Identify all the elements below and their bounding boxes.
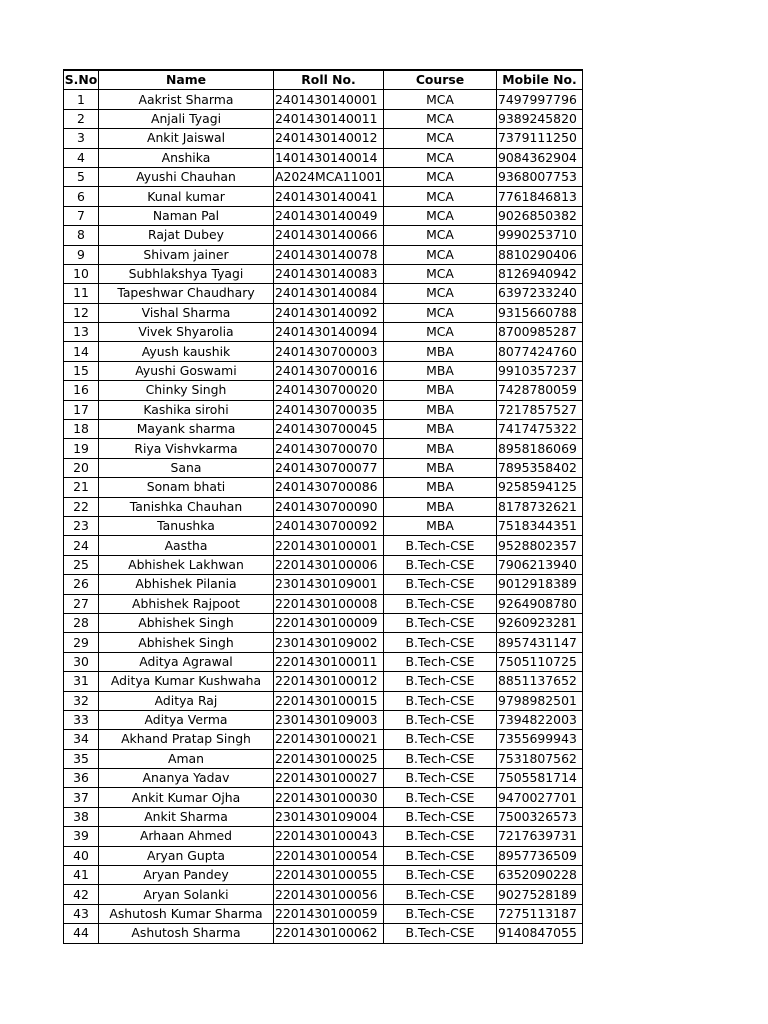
table-row [64, 788, 583, 807]
cell-roll-no: 2401430140084 [274, 284, 384, 303]
cell-sno: 42 [64, 885, 99, 904]
cell-course: MCA [384, 226, 497, 245]
cell-mobile-no: 7417475322 [497, 420, 583, 439]
cell-roll-no: 2201430100059 [274, 904, 384, 923]
table-row [64, 633, 583, 652]
table-row [64, 749, 583, 768]
cell-mobile-no: 8178732621 [497, 497, 583, 516]
cell-mobile-no: 8810290406 [497, 245, 583, 264]
cell-mobile-no: 7355699943 [497, 730, 583, 749]
cell-roll-no: 2201430100062 [274, 924, 384, 943]
cell-name: Naman Pal [99, 206, 274, 225]
header-roll-no: Roll No. [274, 70, 384, 90]
cell-course: MCA [384, 284, 497, 303]
cell-roll-no: 2401430140049 [274, 206, 384, 225]
cell-roll-no: 2401430140092 [274, 303, 384, 322]
cell-roll-no: A2024MCA11001 [274, 167, 384, 186]
cell-mobile-no: 6352090228 [497, 866, 583, 885]
cell-sno: 32 [64, 691, 99, 710]
cell-name: Ankit Kumar Ojha [99, 788, 274, 807]
table-body [64, 90, 583, 943]
cell-sno: 10 [64, 264, 99, 283]
cell-roll-no: 2401430700086 [274, 478, 384, 497]
cell-course: MCA [384, 187, 497, 206]
table-row [64, 730, 583, 749]
cell-mobile-no: 8077424760 [497, 342, 583, 361]
cell-sno: 14 [64, 342, 99, 361]
cell-course: B.Tech-CSE [384, 769, 497, 788]
cell-sno: 2 [64, 109, 99, 128]
cell-sno: 5 [64, 167, 99, 186]
cell-sno: 3 [64, 129, 99, 148]
header-mobile-no: Mobile No. [497, 70, 583, 90]
cell-course: MCA [384, 90, 497, 109]
cell-mobile-no: 9990253710 [497, 226, 583, 245]
cell-roll-no: 2401430700077 [274, 458, 384, 477]
table-row [64, 381, 583, 400]
cell-mobile-no: 7394822003 [497, 710, 583, 729]
cell-roll-no: 2401430140083 [274, 264, 384, 283]
cell-name: Abhishek Singh [99, 613, 274, 632]
cell-name: Mayank sharma [99, 420, 274, 439]
cell-sno: 15 [64, 361, 99, 380]
cell-name: Aditya Agrawal [99, 652, 274, 671]
cell-roll-no: 2401430140041 [274, 187, 384, 206]
cell-mobile-no: 7500326573 [497, 807, 583, 826]
cell-name: Aryan Solanki [99, 885, 274, 904]
header-sno: S.No [64, 70, 99, 90]
cell-sno: 17 [64, 400, 99, 419]
table-row [64, 129, 583, 148]
cell-sno: 12 [64, 303, 99, 322]
cell-sno: 36 [64, 769, 99, 788]
student-list-sheet [63, 69, 583, 944]
header-name: Name [99, 70, 274, 90]
cell-sno: 43 [64, 904, 99, 923]
table-row [64, 420, 583, 439]
cell-course: MCA [384, 167, 497, 186]
cell-mobile-no: 8958186069 [497, 439, 583, 458]
table-row [64, 206, 583, 225]
cell-roll-no: 2301430109004 [274, 807, 384, 826]
cell-course: MCA [384, 245, 497, 264]
cell-roll-no: 2201430100011 [274, 652, 384, 671]
table-row [64, 167, 583, 186]
table-row [64, 439, 583, 458]
table-row [64, 497, 583, 516]
cell-roll-no: 2201430100021 [274, 730, 384, 749]
table-row [64, 807, 583, 826]
cell-course: MCA [384, 264, 497, 283]
cell-mobile-no: 7518344351 [497, 516, 583, 535]
table-row [64, 924, 583, 943]
cell-sno: 44 [64, 924, 99, 943]
cell-sno: 35 [64, 749, 99, 768]
cell-name: Abhishek Rajpoot [99, 594, 274, 613]
cell-name: Aryan Gupta [99, 846, 274, 865]
table-row [64, 846, 583, 865]
cell-course: B.Tech-CSE [384, 652, 497, 671]
cell-name: Ashutosh Sharma [99, 924, 274, 943]
cell-name: Aakrist Sharma [99, 90, 274, 109]
cell-mobile-no: 7428780059 [497, 381, 583, 400]
cell-name: Ankit Sharma [99, 807, 274, 826]
table-row [64, 90, 583, 109]
cell-roll-no: 2301430109002 [274, 633, 384, 652]
cell-sno: 20 [64, 458, 99, 477]
cell-sno: 13 [64, 323, 99, 342]
cell-roll-no: 1401430140014 [274, 148, 384, 167]
cell-mobile-no: 7217639731 [497, 827, 583, 846]
cell-mobile-no: 9260923281 [497, 613, 583, 632]
table-row [64, 516, 583, 535]
cell-roll-no: 2401430700090 [274, 497, 384, 516]
cell-course: MBA [384, 342, 497, 361]
cell-course: MCA [384, 206, 497, 225]
cell-name: Ayush kaushik [99, 342, 274, 361]
cell-mobile-no: 9140847055 [497, 924, 583, 943]
cell-mobile-no: 9368007753 [497, 167, 583, 186]
cell-mobile-no: 9315660788 [497, 303, 583, 322]
cell-course: B.Tech-CSE [384, 924, 497, 943]
cell-name: Subhlakshya Tyagi [99, 264, 274, 283]
cell-course: B.Tech-CSE [384, 749, 497, 768]
cell-mobile-no: 8126940942 [497, 264, 583, 283]
cell-course: MBA [384, 497, 497, 516]
cell-mobile-no: 9528802357 [497, 536, 583, 555]
table-row [64, 245, 583, 264]
cell-sno: 37 [64, 788, 99, 807]
cell-name: Tanushka [99, 516, 274, 535]
cell-mobile-no: 9084362904 [497, 148, 583, 167]
cell-course: B.Tech-CSE [384, 672, 497, 691]
table-row [64, 594, 583, 613]
cell-roll-no: 2401430700020 [274, 381, 384, 400]
cell-roll-no: 2201430100006 [274, 555, 384, 574]
cell-roll-no: 2201430100009 [274, 613, 384, 632]
cell-name: Tapeshwar Chaudhary [99, 284, 274, 303]
cell-course: MCA [384, 109, 497, 128]
cell-roll-no: 2201430100055 [274, 866, 384, 885]
cell-roll-no: 2301430109003 [274, 710, 384, 729]
cell-mobile-no: 7531807562 [497, 749, 583, 768]
cell-mobile-no: 7275113187 [497, 904, 583, 923]
cell-sno: 9 [64, 245, 99, 264]
cell-roll-no: 2301430109001 [274, 575, 384, 594]
cell-roll-no: 2401430700035 [274, 400, 384, 419]
cell-course: MBA [384, 439, 497, 458]
table-header-row [64, 70, 583, 90]
cell-course: B.Tech-CSE [384, 846, 497, 865]
cell-course: B.Tech-CSE [384, 885, 497, 904]
table-row [64, 342, 583, 361]
cell-sno: 8 [64, 226, 99, 245]
cell-course: MCA [384, 323, 497, 342]
cell-roll-no: 2401430140078 [274, 245, 384, 264]
cell-name: Anshika [99, 148, 274, 167]
table-row [64, 284, 583, 303]
cell-name: Aditya Kumar Kushwaha [99, 672, 274, 691]
cell-course: MBA [384, 458, 497, 477]
cell-mobile-no: 7906213940 [497, 555, 583, 574]
table-row [64, 400, 583, 419]
cell-sno: 27 [64, 594, 99, 613]
cell-course: MBA [384, 516, 497, 535]
table-row [64, 148, 583, 167]
cell-roll-no: 2201430100025 [274, 749, 384, 768]
cell-name: Sonam bhati [99, 478, 274, 497]
cell-mobile-no: 9910357237 [497, 361, 583, 380]
cell-sno: 28 [64, 613, 99, 632]
cell-roll-no: 2401430700070 [274, 439, 384, 458]
table-row [64, 264, 583, 283]
cell-roll-no: 2201430100027 [274, 769, 384, 788]
cell-mobile-no: 6397233240 [497, 284, 583, 303]
cell-mobile-no: 9264908780 [497, 594, 583, 613]
table-row [64, 226, 583, 245]
table-row [64, 904, 583, 923]
table-row [64, 885, 583, 904]
cell-name: Ankit Jaiswal [99, 129, 274, 148]
cell-name: Ayushi Goswami [99, 361, 274, 380]
cell-name: Ananya Yadav [99, 769, 274, 788]
cell-sno: 23 [64, 516, 99, 535]
cell-course: B.Tech-CSE [384, 827, 497, 846]
cell-sno: 18 [64, 420, 99, 439]
cell-name: Arhaan Ahmed [99, 827, 274, 846]
cell-name: Vivek Shyarolia [99, 323, 274, 342]
cell-sno: 4 [64, 148, 99, 167]
table-row [64, 458, 583, 477]
cell-roll-no: 2401430700092 [274, 516, 384, 535]
cell-course: B.Tech-CSE [384, 594, 497, 613]
cell-sno: 1 [64, 90, 99, 109]
cell-name: Ayushi Chauhan [99, 167, 274, 186]
cell-course: MBA [384, 400, 497, 419]
table-row [64, 555, 583, 574]
cell-roll-no: 2401430700003 [274, 342, 384, 361]
cell-mobile-no: 8957431147 [497, 633, 583, 652]
header-course: Course [384, 70, 497, 90]
cell-sno: 34 [64, 730, 99, 749]
cell-mobile-no: 9258594125 [497, 478, 583, 497]
cell-sno: 7 [64, 206, 99, 225]
cell-course: MCA [384, 303, 497, 322]
cell-course: B.Tech-CSE [384, 866, 497, 885]
cell-sno: 41 [64, 866, 99, 885]
cell-sno: 22 [64, 497, 99, 516]
cell-sno: 6 [64, 187, 99, 206]
cell-course: B.Tech-CSE [384, 555, 497, 574]
cell-mobile-no: 7761846813 [497, 187, 583, 206]
table-row [64, 866, 583, 885]
table-row [64, 691, 583, 710]
cell-course: B.Tech-CSE [384, 613, 497, 632]
student-table [63, 69, 583, 944]
cell-mobile-no: 9026850382 [497, 206, 583, 225]
cell-roll-no: 2401430140011 [274, 109, 384, 128]
cell-name: Aastha [99, 536, 274, 555]
table-row [64, 361, 583, 380]
cell-course: B.Tech-CSE [384, 633, 497, 652]
cell-sno: 21 [64, 478, 99, 497]
table-row [64, 652, 583, 671]
table-row [64, 769, 583, 788]
table-row [64, 303, 583, 322]
cell-course: B.Tech-CSE [384, 710, 497, 729]
cell-sno: 31 [64, 672, 99, 691]
cell-name: Aditya Raj [99, 691, 274, 710]
cell-course: B.Tech-CSE [384, 691, 497, 710]
cell-sno: 30 [64, 652, 99, 671]
cell-mobile-no: 7497997796 [497, 90, 583, 109]
cell-mobile-no: 8851137652 [497, 672, 583, 691]
cell-mobile-no: 7379111250 [497, 129, 583, 148]
cell-mobile-no: 9798982501 [497, 691, 583, 710]
cell-name: Aditya Verma [99, 710, 274, 729]
cell-sno: 33 [64, 710, 99, 729]
cell-sno: 38 [64, 807, 99, 826]
table-row [64, 536, 583, 555]
cell-name: Chinky Singh [99, 381, 274, 400]
cell-mobile-no: 7505581714 [497, 769, 583, 788]
cell-mobile-no: 9389245820 [497, 109, 583, 128]
cell-mobile-no: 8957736509 [497, 846, 583, 865]
cell-mobile-no: 9027528189 [497, 885, 583, 904]
cell-course: B.Tech-CSE [384, 575, 497, 594]
cell-name: Akhand Pratap Singh [99, 730, 274, 749]
cell-sno: 25 [64, 555, 99, 574]
cell-sno: 40 [64, 846, 99, 865]
cell-roll-no: 2401430700016 [274, 361, 384, 380]
cell-course: B.Tech-CSE [384, 536, 497, 555]
cell-sno: 26 [64, 575, 99, 594]
cell-name: Aman [99, 749, 274, 768]
cell-name: Anjali Tyagi [99, 109, 274, 128]
cell-name: Abhishek Lakhwan [99, 555, 274, 574]
cell-mobile-no: 7505110725 [497, 652, 583, 671]
cell-roll-no: 2401430700045 [274, 420, 384, 439]
cell-course: B.Tech-CSE [384, 788, 497, 807]
cell-roll-no: 2201430100001 [274, 536, 384, 555]
cell-name: Abhishek Pilania [99, 575, 274, 594]
cell-sno: 19 [64, 439, 99, 458]
cell-sno: 24 [64, 536, 99, 555]
table-row [64, 575, 583, 594]
cell-course: MBA [384, 381, 497, 400]
cell-course: MCA [384, 148, 497, 167]
cell-roll-no: 2201430100015 [274, 691, 384, 710]
cell-course: MBA [384, 420, 497, 439]
cell-name: Aryan Pandey [99, 866, 274, 885]
cell-course: B.Tech-CSE [384, 730, 497, 749]
table-row [64, 187, 583, 206]
cell-name: Kashika sirohi [99, 400, 274, 419]
cell-roll-no: 2201430100054 [274, 846, 384, 865]
cell-course: B.Tech-CSE [384, 807, 497, 826]
cell-course: MCA [384, 129, 497, 148]
table-row [64, 478, 583, 497]
cell-roll-no: 2401430140094 [274, 323, 384, 342]
cell-roll-no: 2201430100030 [274, 788, 384, 807]
cell-mobile-no: 7895358402 [497, 458, 583, 477]
cell-name: Riya Vishvkarma [99, 439, 274, 458]
cell-name: Vishal Sharma [99, 303, 274, 322]
cell-sno: 16 [64, 381, 99, 400]
cell-roll-no: 2401430140001 [274, 90, 384, 109]
cell-mobile-no: 9470027701 [497, 788, 583, 807]
cell-mobile-no: 7217857527 [497, 400, 583, 419]
cell-name: Ashutosh Kumar Sharma [99, 904, 274, 923]
cell-mobile-no: 8700985287 [497, 323, 583, 342]
cell-course: MBA [384, 361, 497, 380]
cell-course: MBA [384, 478, 497, 497]
table-row [64, 710, 583, 729]
cell-sno: 39 [64, 827, 99, 846]
cell-mobile-no: 9012918389 [497, 575, 583, 594]
cell-roll-no: 2201430100056 [274, 885, 384, 904]
cell-name: Sana [99, 458, 274, 477]
cell-name: Kunal kumar [99, 187, 274, 206]
table-row [64, 109, 583, 128]
cell-roll-no: 2401430140066 [274, 226, 384, 245]
table-row [64, 827, 583, 846]
cell-course: B.Tech-CSE [384, 904, 497, 923]
table-row [64, 613, 583, 632]
cell-name: Rajat Dubey [99, 226, 274, 245]
table-row [64, 323, 583, 342]
cell-name: Abhishek Singh [99, 633, 274, 652]
cell-name: Shivam jainer [99, 245, 274, 264]
cell-roll-no: 2201430100012 [274, 672, 384, 691]
cell-sno: 29 [64, 633, 99, 652]
cell-roll-no: 2401430140012 [274, 129, 384, 148]
table-row [64, 672, 583, 691]
cell-roll-no: 2201430100043 [274, 827, 384, 846]
cell-sno: 11 [64, 284, 99, 303]
cell-roll-no: 2201430100008 [274, 594, 384, 613]
cell-name: Tanishka Chauhan [99, 497, 274, 516]
